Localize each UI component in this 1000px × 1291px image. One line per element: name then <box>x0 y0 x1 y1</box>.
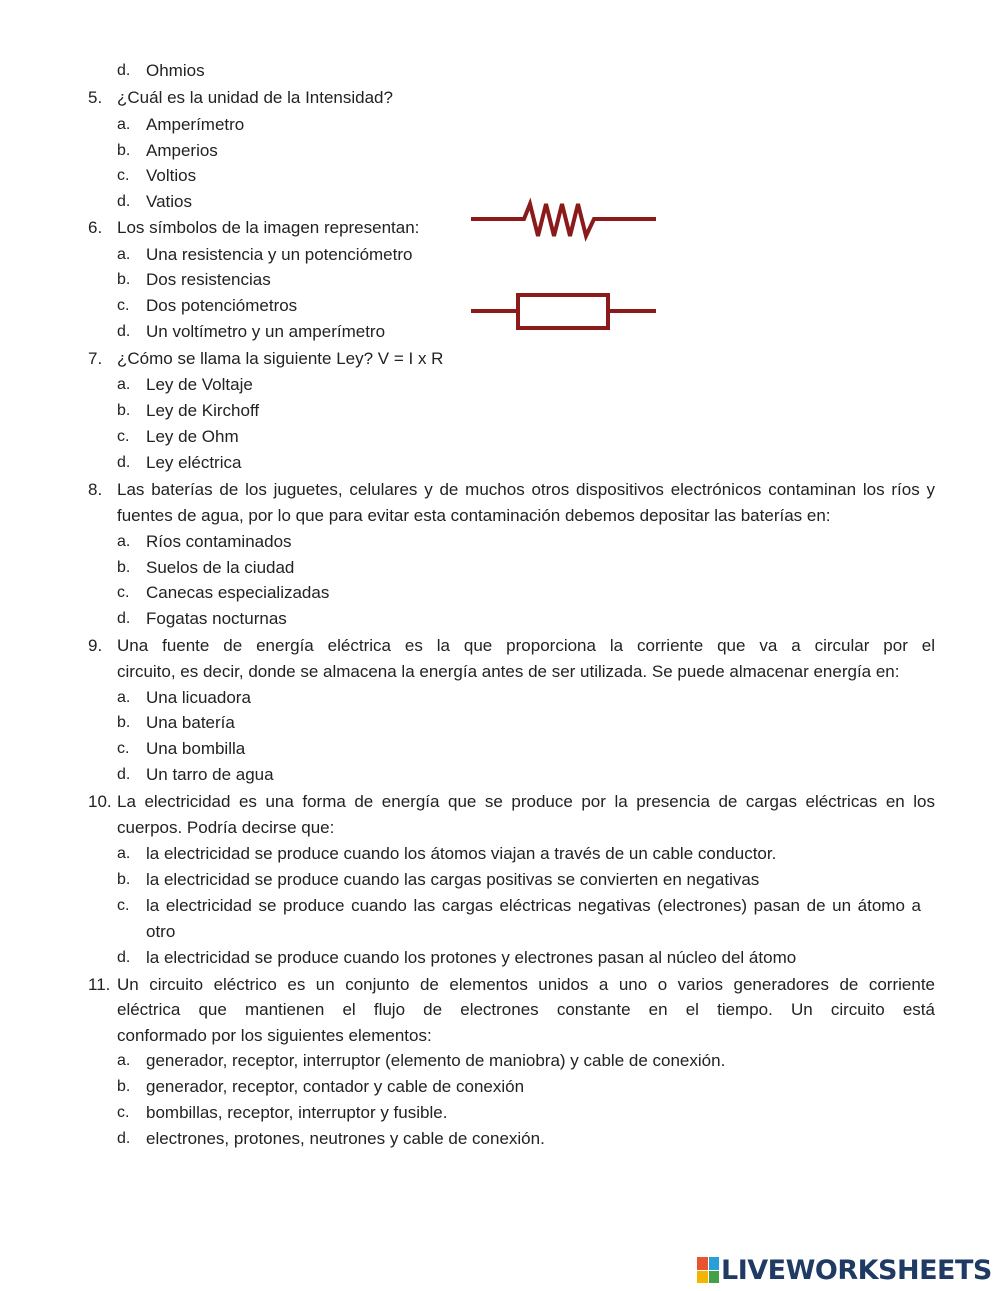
answer-option <box>0 138 1000 164</box>
option-text: Ohmios <box>146 61 205 80</box>
question-line <box>0 659 1000 685</box>
question-text: eléctrica que mantienen el flujo de electrones constante en el tiempo. Un circuito está <box>117 1000 935 1019</box>
answer-option <box>0 529 1000 555</box>
answer-option <box>0 372 1000 398</box>
option-text: bombillas, receptor, interruptor y fusible. <box>146 1103 448 1122</box>
option-text: electrones, protones, neutrones y cable de conexión. <box>146 1129 545 1148</box>
answer-option <box>0 1126 1000 1152</box>
option-letter: b. <box>117 714 131 731</box>
question-text: Una fuente de energía eléctrica es la que proporciona la corriente que va a circular por el <box>117 636 935 655</box>
option-letter: d. <box>117 766 131 783</box>
option-text: Vatios <box>146 192 192 211</box>
question-line <box>0 633 1000 659</box>
option-letter: b. <box>117 1078 131 1095</box>
question-number: 11. <box>88 975 111 994</box>
option-letter: b. <box>117 142 131 159</box>
question-number: 7. <box>88 349 103 368</box>
question-text: ¿Cuál es la unidad de la Intensidad? <box>117 88 393 107</box>
option-text: Dos potenciómetros <box>146 296 298 315</box>
question-number: 10. <box>88 792 112 811</box>
option-letter: a. <box>117 689 131 706</box>
option-text: Ley de Ohm <box>146 427 239 446</box>
answer-option <box>0 841 1000 867</box>
answer-option <box>0 945 1000 971</box>
option-text: Ley de Kirchoff <box>146 401 260 420</box>
option-letter: a. <box>117 533 131 550</box>
answer-option <box>0 893 1000 919</box>
option-letter: c. <box>117 428 130 445</box>
question-line <box>0 346 1000 372</box>
question-line <box>0 972 1000 998</box>
liveworksheets-logo <box>697 1253 992 1287</box>
option-letter: d. <box>117 193 131 210</box>
answer-option <box>0 1100 1000 1126</box>
option-text: la electricidad se produce cuando los átomos viajan a través de un cable conductor. <box>146 844 777 863</box>
option-letter: d. <box>117 610 131 627</box>
option-letter: a. <box>117 246 131 263</box>
logo-text: LIVEWORKSHEETS <box>721 1254 992 1286</box>
question-number: 9. <box>88 636 103 655</box>
answer-option <box>0 606 1000 632</box>
option-text: la electricidad se produce cuando los protones y electrones pasan al núcleo del átomo <box>146 948 797 967</box>
option-text: Ríos contaminados <box>146 532 292 551</box>
option-text: generador, receptor, contador y cable de conexión <box>146 1077 525 1096</box>
option-letter: a. <box>117 116 131 133</box>
answer-option <box>0 710 1000 736</box>
question-text: circuito, es decir, donde se almacena la energía antes de ser utilizada. Se puede almacenar energía en: <box>117 662 900 681</box>
option-letter: b. <box>117 871 131 888</box>
option-text: Ley de Voltaje <box>146 375 253 394</box>
option-letter: b. <box>117 559 131 576</box>
answer-option <box>0 450 1000 476</box>
option-letter: d. <box>117 454 131 471</box>
answer-option <box>0 1074 1000 1100</box>
answer-option <box>0 555 1000 581</box>
question-text: ¿Cómo se llama la siguiente Ley? V = I x R <box>117 349 444 368</box>
option-text: Un voltímetro y un amperímetro <box>146 322 386 341</box>
option-letter: a. <box>117 1052 131 1069</box>
option-letter: c. <box>117 897 130 914</box>
answer-option <box>0 762 1000 788</box>
option-text-continued: otro <box>146 922 176 941</box>
answer-option <box>0 867 1000 893</box>
answer-option <box>0 398 1000 424</box>
option-text: Una bombilla <box>146 739 246 758</box>
option-text: Ley eléctrica <box>146 453 242 472</box>
question-line <box>0 477 1000 503</box>
option-letter: c. <box>117 584 130 601</box>
option-text: generador, receptor, interruptor (elemento de maniobra) y cable de conexión. <box>146 1051 726 1070</box>
question-number: 6. <box>88 218 103 237</box>
option-letter: c. <box>117 167 130 184</box>
option-text: Suelos de la ciudad <box>146 558 295 577</box>
question-text: cuerpos. Podría decirse que: <box>117 818 335 837</box>
option-letter: d. <box>117 1130 131 1147</box>
option-text: la electricidad se produce cuando las cargas eléctricas negativas (electrones) pasan de un átomo a <box>146 896 921 915</box>
option-letter: c. <box>117 740 130 757</box>
option-letter: b. <box>117 271 131 288</box>
option-text: Un tarro de agua <box>146 765 274 784</box>
answer-option <box>0 580 1000 606</box>
option-letter: a. <box>117 845 131 862</box>
answer-option <box>0 424 1000 450</box>
question-line <box>0 815 1000 841</box>
question-text: La electricidad es una forma de energía que se produce por la presencia de cargas eléctricas en los <box>117 792 935 811</box>
option-letter: c. <box>117 1104 130 1121</box>
question-number: 5. <box>88 88 103 107</box>
answer-option <box>0 163 1000 189</box>
question-text: Los símbolos de la imagen representan: <box>117 218 420 237</box>
option-text: Voltios <box>146 166 197 185</box>
option-text: Amperios <box>146 141 218 160</box>
question-line <box>0 503 1000 529</box>
resistor-symbols-image <box>466 196 662 336</box>
question-text: conformado por los siguientes elementos: <box>117 1026 432 1045</box>
option-text: Fogatas nocturnas <box>146 609 287 628</box>
question-line <box>0 789 1000 815</box>
option-letter: d. <box>117 323 131 340</box>
option-letter: b. <box>117 402 131 419</box>
option-text: Una batería <box>146 713 235 732</box>
option-text: Dos resistencias <box>146 270 271 289</box>
option-letter: c. <box>117 297 130 314</box>
question-number: 8. <box>88 480 103 499</box>
answer-option <box>0 685 1000 711</box>
option-text: Una licuadora <box>146 688 251 707</box>
question-text: Las baterías de los juguetes, celulares y de muchos otros dispositivos electrónicos contaminan los ríos y <box>117 480 935 499</box>
zigzag-resistor-icon <box>471 204 656 236</box>
answer-option-continuation <box>0 919 1000 945</box>
question-line <box>0 997 1000 1023</box>
option-text: la electricidad se produce cuando las cargas positivas se convierten en negativas <box>146 870 760 889</box>
answer-option <box>0 1048 1000 1074</box>
question-line <box>0 1023 1000 1049</box>
option-letter: a. <box>117 376 131 393</box>
rectangle-resistor-icon <box>471 295 656 328</box>
answer-option <box>0 112 1000 138</box>
question-text: Un circuito eléctrico es un conjunto de elementos unidos a uno o varios generadores de corriente <box>117 975 935 994</box>
answer-option <box>0 736 1000 762</box>
option-text: Amperímetro <box>146 115 245 134</box>
logo-mark-icon <box>697 1257 719 1283</box>
option-text: Canecas especializadas <box>146 583 330 602</box>
option-text: Una resistencia y un potenciómetro <box>146 245 413 264</box>
option-letter: d. <box>117 62 131 79</box>
question-line <box>0 85 1000 111</box>
question-text: fuentes de agua, por lo que para evitar esta contaminación debemos depositar las baterías en: <box>117 506 831 525</box>
answer-option <box>0 58 1000 84</box>
option-letter: d. <box>117 949 131 966</box>
